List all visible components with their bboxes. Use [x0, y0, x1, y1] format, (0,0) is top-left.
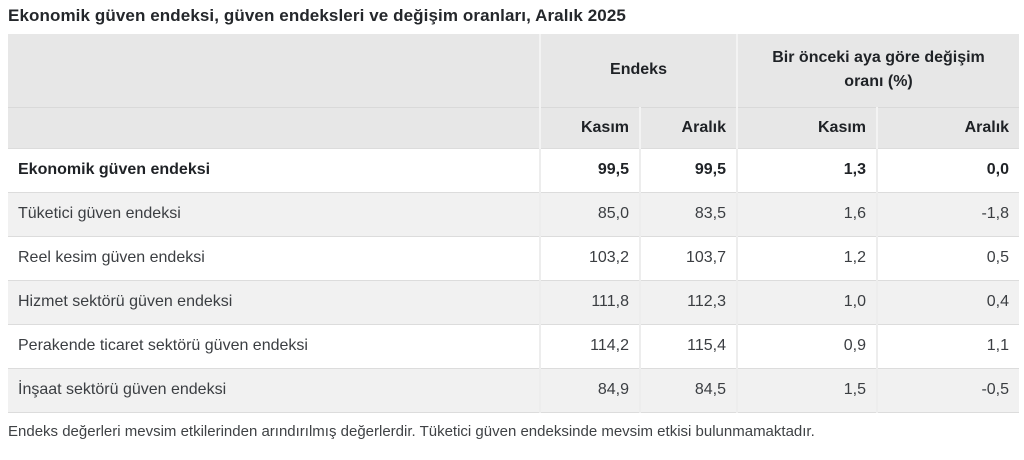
value-cell: 103,2: [540, 236, 640, 280]
table-row: [8, 324, 1019, 368]
value-cell: 114,2: [540, 324, 640, 368]
value-cell: 103,7: [640, 236, 737, 280]
sub-header-empty-cell: [8, 107, 540, 148]
sub-header-row: [8, 107, 1019, 148]
table-row: [8, 192, 1019, 236]
group-header-empty-cell: [8, 34, 540, 107]
table-header: [8, 34, 1019, 148]
row-label: Perakende ticaret sektörü güven endeksi: [8, 324, 540, 368]
value-cell: 111,8: [540, 280, 640, 324]
group-header-endeks: Endeks: [540, 34, 737, 107]
value-cell: 1,0: [737, 280, 877, 324]
row-label: İnşaat sektörü güven endeksi: [8, 368, 540, 412]
value-cell: 112,3: [640, 280, 737, 324]
confidence-index-table: [8, 34, 1019, 413]
value-cell: 84,9: [540, 368, 640, 412]
footnote: Endeks değerleri mevsim etkilerinden arındırılmış değerlerdir. Tüketici güven endeksinde mevsim etkisi bulunmamaktadır.: [8, 422, 815, 440]
sub-header-change-kasim: Kasım: [737, 107, 877, 148]
value-cell: -0,5: [877, 368, 1019, 412]
row-label: Ekonomik güven endeksi: [8, 148, 540, 192]
row-label: Tüketici güven endeksi: [8, 192, 540, 236]
table-row: [8, 236, 1019, 280]
value-cell: 0,9: [737, 324, 877, 368]
group-header-change-rate: Bir önceki aya göre değişim oranı (%): [737, 34, 1019, 107]
group-header-row: [8, 34, 1019, 107]
table-row: [8, 148, 1019, 192]
value-cell: 85,0: [540, 192, 640, 236]
table-row: [8, 280, 1019, 324]
value-cell: 1,5: [737, 368, 877, 412]
sub-header-endeks-aralik: Aralık: [640, 107, 737, 148]
table-row: [8, 368, 1019, 412]
value-cell: 0,4: [877, 280, 1019, 324]
sub-header-change-aralik: Aralık: [877, 107, 1019, 148]
sub-header-endeks-kasim: Kasım: [540, 107, 640, 148]
value-cell: 1,1: [877, 324, 1019, 368]
value-cell: 99,5: [540, 148, 640, 192]
value-cell: 1,2: [737, 236, 877, 280]
value-cell: 115,4: [640, 324, 737, 368]
value-cell: 99,5: [640, 148, 737, 192]
value-cell: 83,5: [640, 192, 737, 236]
value-cell: 0,0: [877, 148, 1019, 192]
value-cell: 84,5: [640, 368, 737, 412]
value-cell: 0,5: [877, 236, 1019, 280]
value-cell: -1,8: [877, 192, 1019, 236]
row-label: Reel kesim güven endeksi: [8, 236, 540, 280]
row-label: Hizmet sektörü güven endeksi: [8, 280, 540, 324]
table-body: [8, 148, 1019, 412]
page-title: Ekonomik güven endeksi, güven endeksleri ve değişim oranları, Aralık 2025: [8, 6, 626, 25]
value-cell: 1,6: [737, 192, 877, 236]
value-cell: 1,3: [737, 148, 877, 192]
